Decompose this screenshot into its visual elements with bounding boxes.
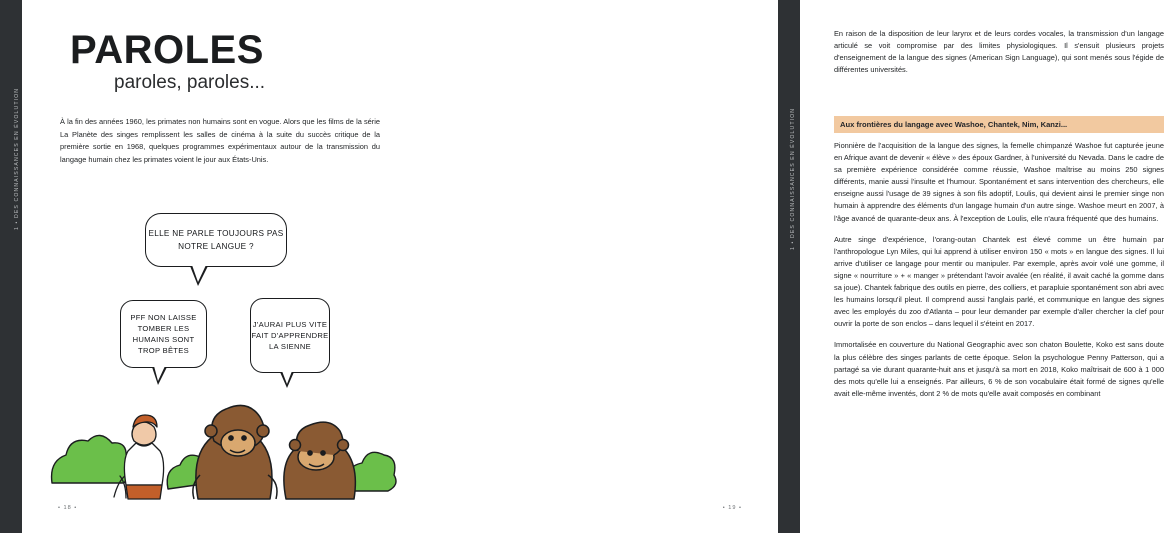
left-page [22, 0, 400, 533]
body-paragraph-3: Immortalisée en couverture du National Geographic avec son chaton Boulette, Koko est sans doute la plus célèbre des singes parlants de cette époque. Selon la psychologue Penny Patterson, qui a partagé sa vie durant quarante-huit ans et jusqu'à sa mort en 2018, Koko maîtrisait de 600 à 1 000 des mots qu'elle lui a enseignés. Par ailleurs, 6 % de son vocabulaire était formé de signes qu'elle avait elle-même inventés, dont 2 % de mots qu'elle avait composés en combinant [834, 340, 1164, 398]
page-subtitle: paroles, paroles... [114, 72, 266, 93]
folio-right: • 19 • [722, 505, 742, 511]
speech-bubble-1 [145, 213, 287, 267]
left-running-head: 1 • DES CONNAISSANCES EN ÉVOLUTION [14, 87, 20, 230]
lead-paragraph: En raison de la disposition de leur larynx et de leurs cordes vocales, la transmission d'un langage articulé se voit compromise par des limites physiologiques. Il s'ensuit plusieurs projets d'enseignement de la langue des signes (American Sign Language), qui sont menés sous l'égide de différentes universités. [834, 29, 1164, 75]
speech-bubble-3-text: J'AURAI PLUS VITE FAIT D'APPRENDRE LA SIENNE [251, 320, 329, 351]
section-highlight: Aux frontières du langage avec Washoe, Chantek, Nim, Kanzi... [834, 116, 1164, 133]
right-running-head: 1 • DES CONNAISSANCES EN ÉVOLUTION [790, 107, 796, 250]
folio-left: • 18 • [58, 505, 78, 511]
speech-bubble-1-tail-inner [192, 265, 206, 282]
left-side-bar [0, 0, 22, 533]
page-title: PAROLES [70, 28, 264, 72]
speech-bubble-3 [250, 298, 330, 373]
lead-paragraph-wrapper [834, 28, 1164, 85]
illustration-apes-and-human [48, 365, 398, 505]
speech-bubble-1-text: ELLE NE PARLE TOUJOURS PAS NOTRE LANGUE ? [148, 229, 284, 251]
intro-paragraph: À la fin des années 1960, les primates non humains sont en vogue. Alors que les films de la série La Planète des singes remplissent les salles de cinéma à la suite du succès critique de la première sortie en 1968, quelques programmes expérimentaux autour de la transmission du langage humain chez les primates voient le jour aux États-Unis. [60, 117, 380, 164]
speech-bubble-2 [120, 300, 207, 368]
speech-bubble-2-text: PFF NON LAISSE TOMBER LES HUMAINS SONT TROP BÊTES [130, 313, 197, 355]
right-side-bar [778, 0, 800, 533]
body-paragraph-1: Pionnière de l'acquisition de la langue des signes, la femelle chimpanzé Washoe fut capturée jeune en Afrique avant de devenir « élève » des époux Gardner, à l'université du Nevada. Dans le cadre de sa première expérience considérée comme réussie, Washoe maîtrise au moins 250 signes différents, manie aussi l'insulte et l'humour. Spontanément et sans intervention des chercheurs, elle enseigne aussi l'usage de 39 signes à son fils adoptif, Loulis, qui devient ainsi le premier singe non humain à apprendre des éléments d'un langage humain d'un autre singe. Washoe meurt en 2007, à l'âge avancé de quarante-deux ans. À l'exception de Loulis, elle n'aura fréquenté que des humains. [834, 141, 1164, 223]
body-paragraph-2: Autre singe d'expérience, l'orang-outan Chantek est élevé comme un être humain par l'anthropologue Lyn Miles, qui lui apprend à utiliser environ 150 « mots » en langue des signes. Il lui arrive d'utiliser ce langage pour mentir ou manipuler. Par exemple, après avoir volé une gomme, il signe « nourriture » + « manger » prétendant l'avoir avalée (en réalité, il avait caché la gomme dans sa joue). Chantek fabrique des outils en pierre, des colliers, et parapluie spontanément son abri avec les humains lorsqu'il pleut. Il comprend aussi l'anglais parlé, et communique en langue des signes avec les employés du zoo d'Atlanta – pour leur demander par exemple d'aller chercher la clef pour ouvrir la porte de son enclos – dans lequel il s'éteint en 2017. [834, 234, 1164, 329]
body-paragraphs [834, 140, 1164, 409]
